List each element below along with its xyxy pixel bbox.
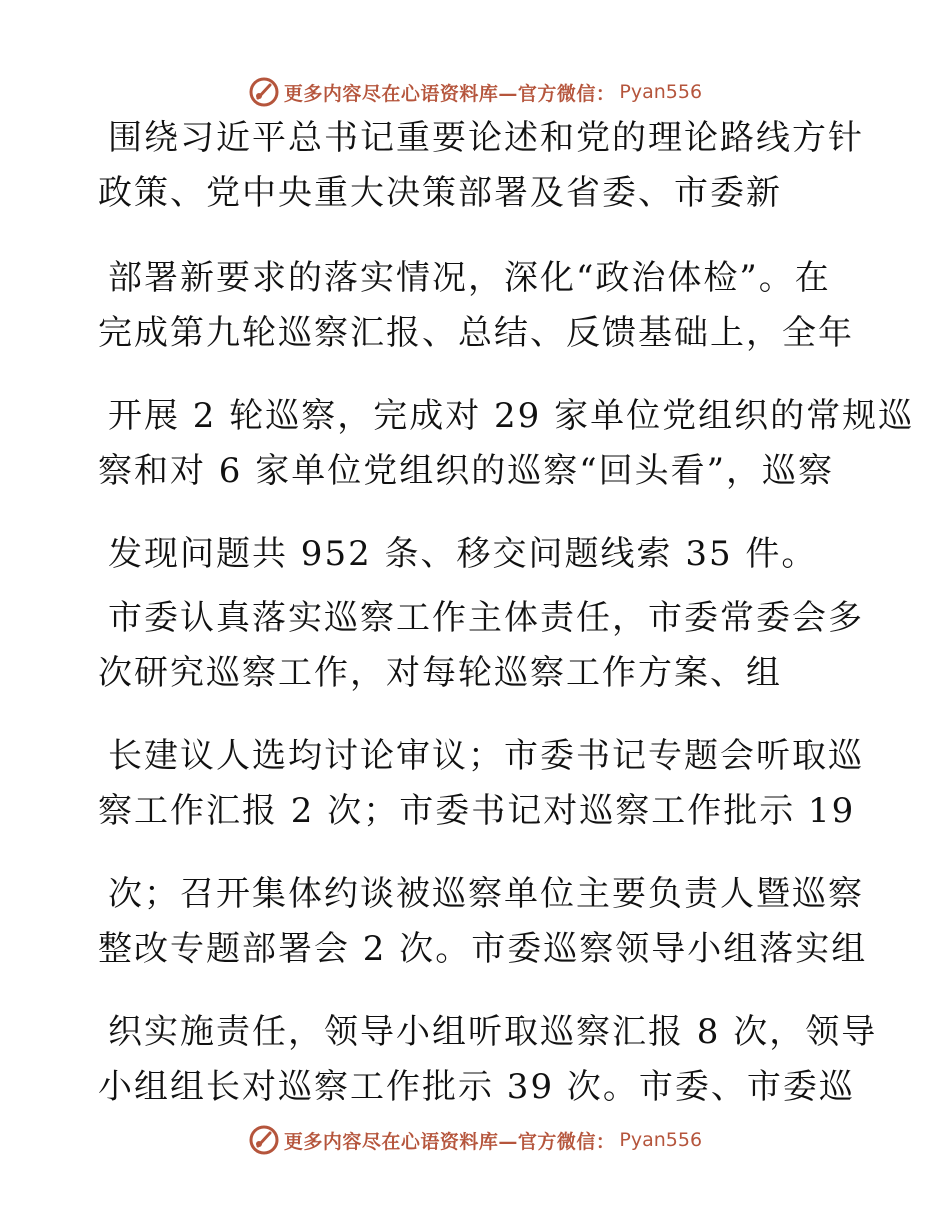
paragraph-2-line-4: 察工作汇报 2 次；市委书记对巡察工作批示 19 <box>98 791 856 831</box>
header-watermark-banner <box>0 72 950 112</box>
watermark-contact: Pyan556 <box>619 1129 703 1151</box>
paragraph-2-line-3: 长建议人选均讨论审议；市委书记专题会听取巡 <box>108 736 864 776</box>
paragraph-1-line-2: 政策、党中央重大决策部署及省委、市委新 <box>98 173 782 213</box>
watermark-contact: Pyan556 <box>619 81 703 103</box>
paragraph-2-line-1: 市委认真落实巡察工作主体责任，市委常委会多 <box>108 598 864 638</box>
paragraph-1-line-6: 察和对 6 家单位党组织的巡察“回头看”，巡察 <box>98 451 835 491</box>
paragraph-2-line-7: 织实施责任，领导小组听取巡察汇报 8 次，领导 <box>108 1012 878 1052</box>
paragraph-1-line-5: 开展 2 轮巡察，完成对 29 家单位党组织的常规巡 <box>108 396 915 436</box>
watermark-text: 更多内容尽在心语资料库—官方微信： <box>283 1130 616 1153</box>
paragraph-1-line-3: 部署新要求的落实情况，深化“政治体检”。在 <box>108 258 831 298</box>
paragraph-2-line-5: 次；召开集体约谈被巡察单位主要负责人暨巡察 <box>108 874 864 914</box>
paragraph-1-line-4: 完成第九轮巡察汇报、总结、反馈基础上，全年 <box>98 313 854 353</box>
paragraph-1-line-1: 围绕习近平总书记重要论述和党的理论路线方针 <box>108 118 864 158</box>
seal-logo-icon <box>248 1124 280 1156</box>
paragraph-2-line-8: 小组组长对巡察工作批示 39 次。市委、市委巡 <box>98 1067 855 1107</box>
seal-logo-icon <box>248 76 280 108</box>
paragraph-2-line-2: 次研究巡察工作，对每轮巡察工作方案、组 <box>98 653 782 693</box>
paragraph-1-line-7: 发现问题共 952 条、移交问题线索 35 件。 <box>108 534 818 574</box>
paragraph-2-line-6: 整改专题部署会 2 次。市委巡察领导小组落实组 <box>98 929 868 969</box>
watermark-text: 更多内容尽在心语资料库—官方微信： <box>283 82 616 105</box>
footer-watermark-banner <box>0 1120 950 1160</box>
